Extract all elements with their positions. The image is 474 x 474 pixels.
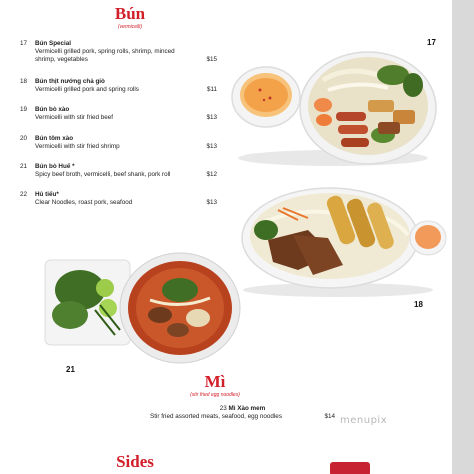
photo-number-21: 21 xyxy=(66,365,75,374)
item-name: Hủ tiếu* xyxy=(35,191,59,198)
item-number: 22 xyxy=(20,191,28,198)
item-description: Stir fried assorted meats, seafood, egg noodles xyxy=(150,413,282,420)
item-description: Vermicelli with stir fried beef xyxy=(35,113,114,121)
item-number: 20 xyxy=(20,135,28,142)
item-price: $11 xyxy=(206,86,217,93)
item-description: Clear Noodles, roast pork, seafood xyxy=(35,198,133,206)
item-price: $13 xyxy=(206,114,217,121)
photo-number-17: 17 xyxy=(427,38,436,47)
item-name: Bún thịt nướng chả giò xyxy=(35,78,105,85)
item-name: Bún bò Huế * xyxy=(35,163,75,170)
menu-item xyxy=(150,405,335,420)
item-name: Mì Xào mem xyxy=(228,405,266,412)
photo-number-18: 18 xyxy=(414,300,423,309)
watermark: menupix xyxy=(340,415,388,426)
menu-item xyxy=(20,191,217,207)
menu-item xyxy=(20,135,217,151)
item-number: 19 xyxy=(20,106,28,113)
photo-bun-bo-hue xyxy=(40,250,245,365)
item-number: 23 xyxy=(219,405,227,412)
item-number: 17 xyxy=(20,40,28,47)
item-number: 21 xyxy=(20,163,28,170)
menu-item xyxy=(20,78,217,94)
photo-bun-thit-nuong xyxy=(238,180,448,300)
menu-item xyxy=(20,40,217,64)
item-price: $12 xyxy=(206,171,217,178)
item-price: $13 xyxy=(206,143,217,150)
item-description: Vermicelli with stir fried shrimp xyxy=(35,142,120,150)
menu-item xyxy=(20,106,217,122)
mi-section-title: Mì xyxy=(204,372,226,391)
bun-section-subtitle: (vermicelli) xyxy=(117,24,143,30)
partial-heading xyxy=(330,462,370,474)
menu-item xyxy=(20,163,217,179)
photo-bun-special xyxy=(228,40,438,170)
sides-section-title: Sides xyxy=(116,452,154,471)
item-number: 18 xyxy=(20,78,28,85)
mi-section-subtitle: (stir fried egg noodles) xyxy=(190,392,240,398)
item-description: Vermicelli grilled pork, spring rolls, shrimp, minced shrimp, vegetables xyxy=(35,47,175,63)
item-name: Bún bò xào xyxy=(35,106,70,113)
item-description: Vermicelli grilled pork and spring rolls xyxy=(35,85,139,93)
bun-section-title: Bún xyxy=(114,4,146,23)
item-price: $14 xyxy=(324,413,335,420)
item-name: Bún Special xyxy=(35,40,72,47)
item-description: Spicy beef broth, vermicelli, beef shank, pork roll xyxy=(35,170,171,178)
item-price: $15 xyxy=(206,56,217,63)
item-name: Bún tôm xào xyxy=(35,135,74,142)
item-price: $13 xyxy=(206,199,217,206)
